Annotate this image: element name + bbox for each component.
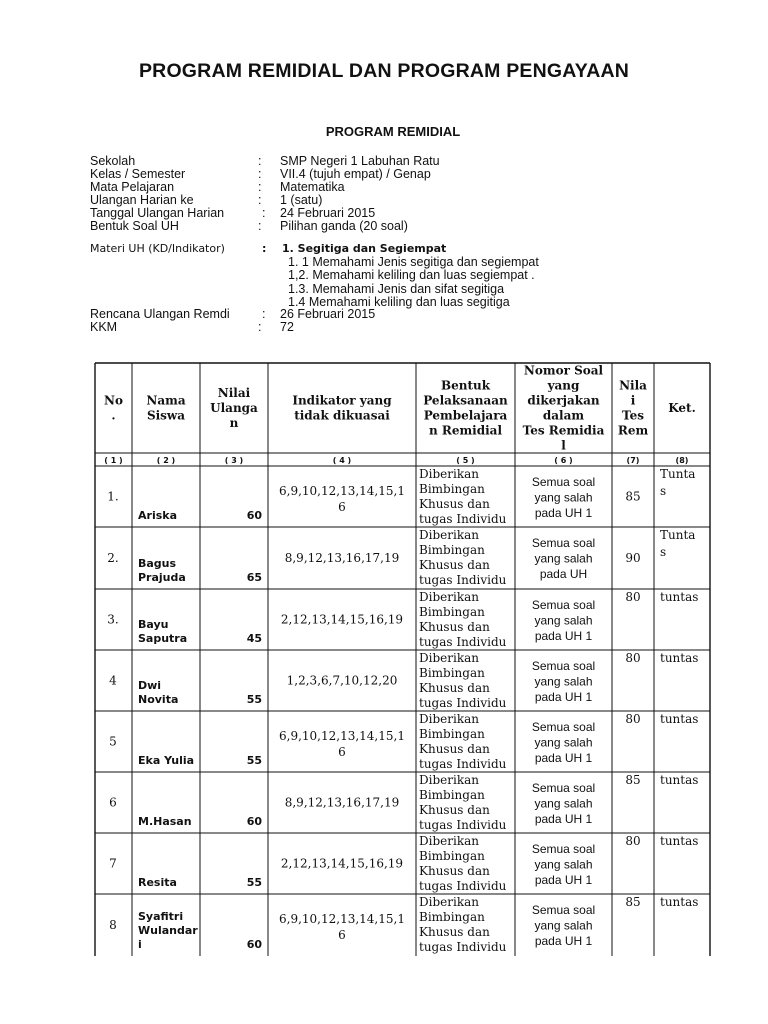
row-number: 7 [109, 856, 117, 871]
bentuk: tugas Individu [419, 696, 507, 710]
score: 60 [246, 815, 262, 828]
student-name: Syafitri [138, 910, 184, 923]
column-header: . [111, 408, 116, 423]
info-value: Pilihan ganda (20 soal) [280, 219, 408, 233]
column-header: Pelaksanaan [423, 393, 508, 408]
indikator: 6 [338, 928, 346, 942]
student-name: Bagus [138, 557, 177, 570]
column-header: dikerjakan [527, 393, 600, 408]
info-value: 1 (satu) [280, 193, 323, 207]
info-colon: : [262, 242, 267, 255]
nomor-soal: Semua soal [531, 475, 596, 489]
column-header: Pembelajara [423, 408, 508, 423]
bentuk: Diberikan [419, 528, 479, 542]
info-label: KKM [90, 320, 118, 334]
column-header: Ket. [668, 401, 696, 415]
info-value: 26 Februari 2015 [280, 307, 376, 321]
bentuk: Khusus dan [419, 742, 490, 756]
tes-score: 85 [625, 489, 641, 504]
bentuk: tugas Individu [419, 818, 507, 832]
column-number: ( 2 ) [156, 456, 176, 465]
bentuk: Diberikan [419, 651, 479, 665]
info-value: Matematika [280, 180, 345, 194]
nomor-soal: pada UH 1 [534, 873, 593, 887]
info-label: Bentuk Soal UH [90, 219, 179, 233]
column-number: ( 4 ) [332, 456, 352, 465]
column-number: ( 3 ) [224, 456, 244, 465]
tes-score: 80 [625, 834, 641, 848]
nomor-soal: yang salah [534, 551, 593, 566]
nomor-soal: Semua soal [531, 598, 596, 612]
column-header: Ulanga [210, 401, 258, 415]
indikator: 1,2,3,6,7,10,12,20 [286, 673, 398, 688]
column-header: i [630, 393, 636, 408]
column-header: Siswa [146, 408, 186, 423]
tes-score: 85 [625, 895, 641, 909]
keterangan: tuntas [660, 590, 699, 604]
info-label: Sekolah [90, 154, 136, 168]
student-name: Dwi [138, 679, 162, 692]
nomor-soal: pada UH 1 [534, 812, 593, 826]
bentuk: Khusus dan [419, 620, 490, 634]
row-number: 4 [109, 673, 117, 688]
student-name: Wulandar [138, 924, 198, 937]
bentuk: Diberikan [419, 467, 479, 481]
info-colon: : [258, 154, 262, 168]
bentuk: Khusus dan [419, 497, 490, 511]
student-name: Saputra [138, 632, 188, 645]
student-name: i [138, 938, 142, 951]
column-header: Bentuk [440, 378, 491, 393]
indikator: 6,9,10,12,13,14,15,1 [279, 729, 405, 743]
bentuk: Khusus dan [419, 803, 490, 817]
indikator: 8,9,12,13,16,17,19 [284, 795, 400, 810]
column-header: Nomor Soal [523, 363, 604, 378]
info-value: SMP Negeri 1 Labuhan Ratu [280, 154, 440, 168]
bentuk: Bimbingan [419, 605, 485, 619]
nomor-soal: Semua soal [531, 659, 596, 673]
column-number: (7) [626, 456, 640, 465]
column-header: Tes [622, 408, 644, 423]
bentuk: Diberikan [419, 834, 479, 848]
bentuk: Khusus dan [419, 925, 490, 939]
info-label: Kelas / Semester [90, 167, 186, 181]
student-name: Bayu [138, 618, 169, 631]
column-number: ( 1 ) [104, 456, 123, 465]
tes-score: 80 [625, 651, 641, 665]
column-header: l [561, 438, 566, 453]
column-header: Tes Remidia [522, 423, 605, 438]
column-number: (8) [675, 456, 689, 465]
info-colon: : [258, 320, 262, 334]
bentuk: Bimbingan [419, 727, 485, 741]
keterangan: tuntas [660, 834, 699, 848]
student-name: Novita [138, 693, 179, 706]
keterangan: tuntas [660, 712, 699, 726]
bentuk: Diberikan [419, 590, 479, 604]
keterangan: s [660, 484, 667, 498]
bentuk: Bimbingan [419, 482, 485, 496]
column-header: dalam [542, 408, 585, 423]
info-colon: : [258, 167, 262, 181]
student-name: M.Hasan [138, 815, 192, 828]
info-label: Mata Pelajaran [90, 180, 175, 194]
nomor-soal: pada UH 1 [534, 629, 593, 643]
indikator: 6,9,10,12,13,14,15,1 [279, 912, 405, 926]
column-header: yang [547, 378, 580, 393]
keterangan: tuntas [660, 773, 699, 787]
nomor-soal: yang salah [534, 674, 593, 689]
score: 60 [246, 509, 262, 522]
nomor-soal: Semua soal [531, 781, 596, 795]
info-value: 24 Februari 2015 [280, 206, 376, 220]
indikator: 2,12,13,14,15,16,19 [280, 612, 404, 627]
nomor-soal: yang salah [534, 857, 593, 872]
column-header: Nama [146, 393, 186, 408]
section-title: PROGRAM REMIDIAL [325, 124, 461, 139]
nomor-soal: pada UH 1 [534, 934, 593, 948]
nomor-soal: pada UH 1 [534, 690, 593, 704]
info-colon: : [258, 180, 262, 194]
nomor-soal: yang salah [534, 796, 593, 811]
keterangan: s [660, 545, 667, 559]
info-colon: : [262, 307, 266, 321]
bentuk: Khusus dan [419, 558, 490, 572]
column-header: tidak dikuasai [294, 408, 390, 423]
nomor-soal: yang salah [534, 735, 593, 750]
column-header: n [229, 416, 239, 430]
keterangan: tuntas [660, 651, 699, 665]
tes-score: 85 [625, 773, 641, 787]
keterangan: Tunta [660, 467, 696, 481]
materi-item: 1.3. Memahami Jenis dan sifat segitiga [288, 282, 505, 296]
info-value: 72 [280, 320, 294, 334]
nomor-soal: yang salah [534, 613, 593, 628]
indikator: 2,12,13,14,15,16,19 [280, 856, 404, 871]
nomor-soal: pada UH [539, 567, 588, 581]
materi-item: 1.4 Memahami keliling dan luas segitiga [288, 295, 510, 309]
bentuk: tugas Individu [419, 635, 507, 649]
indikator: 6 [338, 500, 346, 514]
bentuk: Khusus dan [419, 864, 490, 878]
column-header: Indikator yang [292, 393, 392, 408]
nomor-soal: pada UH 1 [534, 751, 593, 765]
keterangan: Tunta [660, 528, 696, 542]
materi-item: 1. 1 Memahami Jenis segitiga dan segiempat [288, 255, 539, 269]
score: 55 [246, 754, 262, 767]
info-colon: : [258, 219, 262, 233]
bentuk: tugas Individu [419, 757, 507, 771]
info-value: VII.4 (tujuh empat) / Genap [280, 167, 431, 181]
bentuk: tugas Individu [419, 573, 507, 587]
row-number: 6 [109, 795, 117, 810]
nomor-soal: yang salah [534, 490, 593, 505]
tes-score: 80 [625, 590, 641, 604]
student-name: Resita [138, 876, 177, 889]
column-header: Nila [619, 378, 647, 393]
column-number: ( 5 ) [456, 456, 475, 465]
bentuk: Bimbingan [419, 910, 485, 924]
keterangan: tuntas [660, 895, 699, 909]
bentuk: tugas Individu [419, 940, 507, 954]
bentuk: Diberikan [419, 712, 479, 726]
nomor-soal: yang salah [534, 918, 593, 933]
score: 65 [246, 571, 262, 584]
score: 60 [246, 938, 262, 951]
info-label: Ulangan Harian ke [90, 193, 194, 207]
bentuk: Diberikan [419, 895, 479, 909]
nomor-soal: pada UH 1 [534, 506, 593, 520]
info-value: 1. Segitiga dan Segiempat [282, 242, 447, 255]
indikator: 8,9,12,13,16,17,19 [284, 551, 400, 565]
score: 55 [246, 693, 262, 706]
nomor-soal: Semua soal [531, 842, 596, 856]
tes-score: 80 [625, 712, 641, 726]
materi-item: 1,2. Memahami keliling dan luas segiempat . [288, 268, 535, 282]
bentuk: Diberikan [419, 773, 479, 787]
tes-score: 90 [625, 551, 641, 565]
column-number: ( 6 ) [554, 456, 573, 465]
info-label: Tanggal Ulangan Harian [90, 206, 225, 220]
column-header: Nilai [217, 386, 251, 400]
score: 45 [246, 632, 262, 645]
score: 55 [246, 876, 262, 889]
info-colon: : [258, 193, 262, 207]
bentuk: Khusus dan [419, 681, 490, 695]
row-number: 5 [109, 734, 117, 749]
bentuk: tugas Individu [419, 512, 507, 526]
bentuk: Bimbingan [419, 543, 485, 557]
indikator: 6 [338, 745, 346, 759]
nomor-soal: Semua soal [531, 903, 596, 917]
row-number: 3. [107, 612, 119, 627]
student-name: Ariska [138, 509, 177, 522]
bentuk: Bimbingan [419, 788, 485, 802]
student-name: Eka Yulia [138, 754, 195, 767]
info-label: Materi UH (KD/Indikator) [90, 242, 225, 255]
nomor-soal: Semua soal [531, 536, 596, 550]
column-header: No [104, 393, 123, 408]
row-number: 2. [107, 551, 119, 565]
column-header: n Remidial [428, 423, 503, 438]
indikator: 6,9,10,12,13,14,15,1 [279, 484, 405, 498]
bentuk: tugas Individu [419, 879, 507, 893]
row-number: 1. [107, 489, 119, 504]
bentuk: Bimbingan [419, 849, 485, 863]
bentuk: Bimbingan [419, 666, 485, 680]
student-name: Prajuda [138, 571, 186, 584]
nomor-soal: Semua soal [531, 720, 596, 734]
info-label: Rencana Ulangan Remdi [90, 307, 230, 321]
document-title: PROGRAM REMIDIAL DAN PROGRAM PENGAYAAN [138, 60, 630, 82]
row-number: 8 [109, 918, 117, 932]
column-header: Rem [617, 423, 649, 438]
info-colon: : [262, 206, 266, 220]
